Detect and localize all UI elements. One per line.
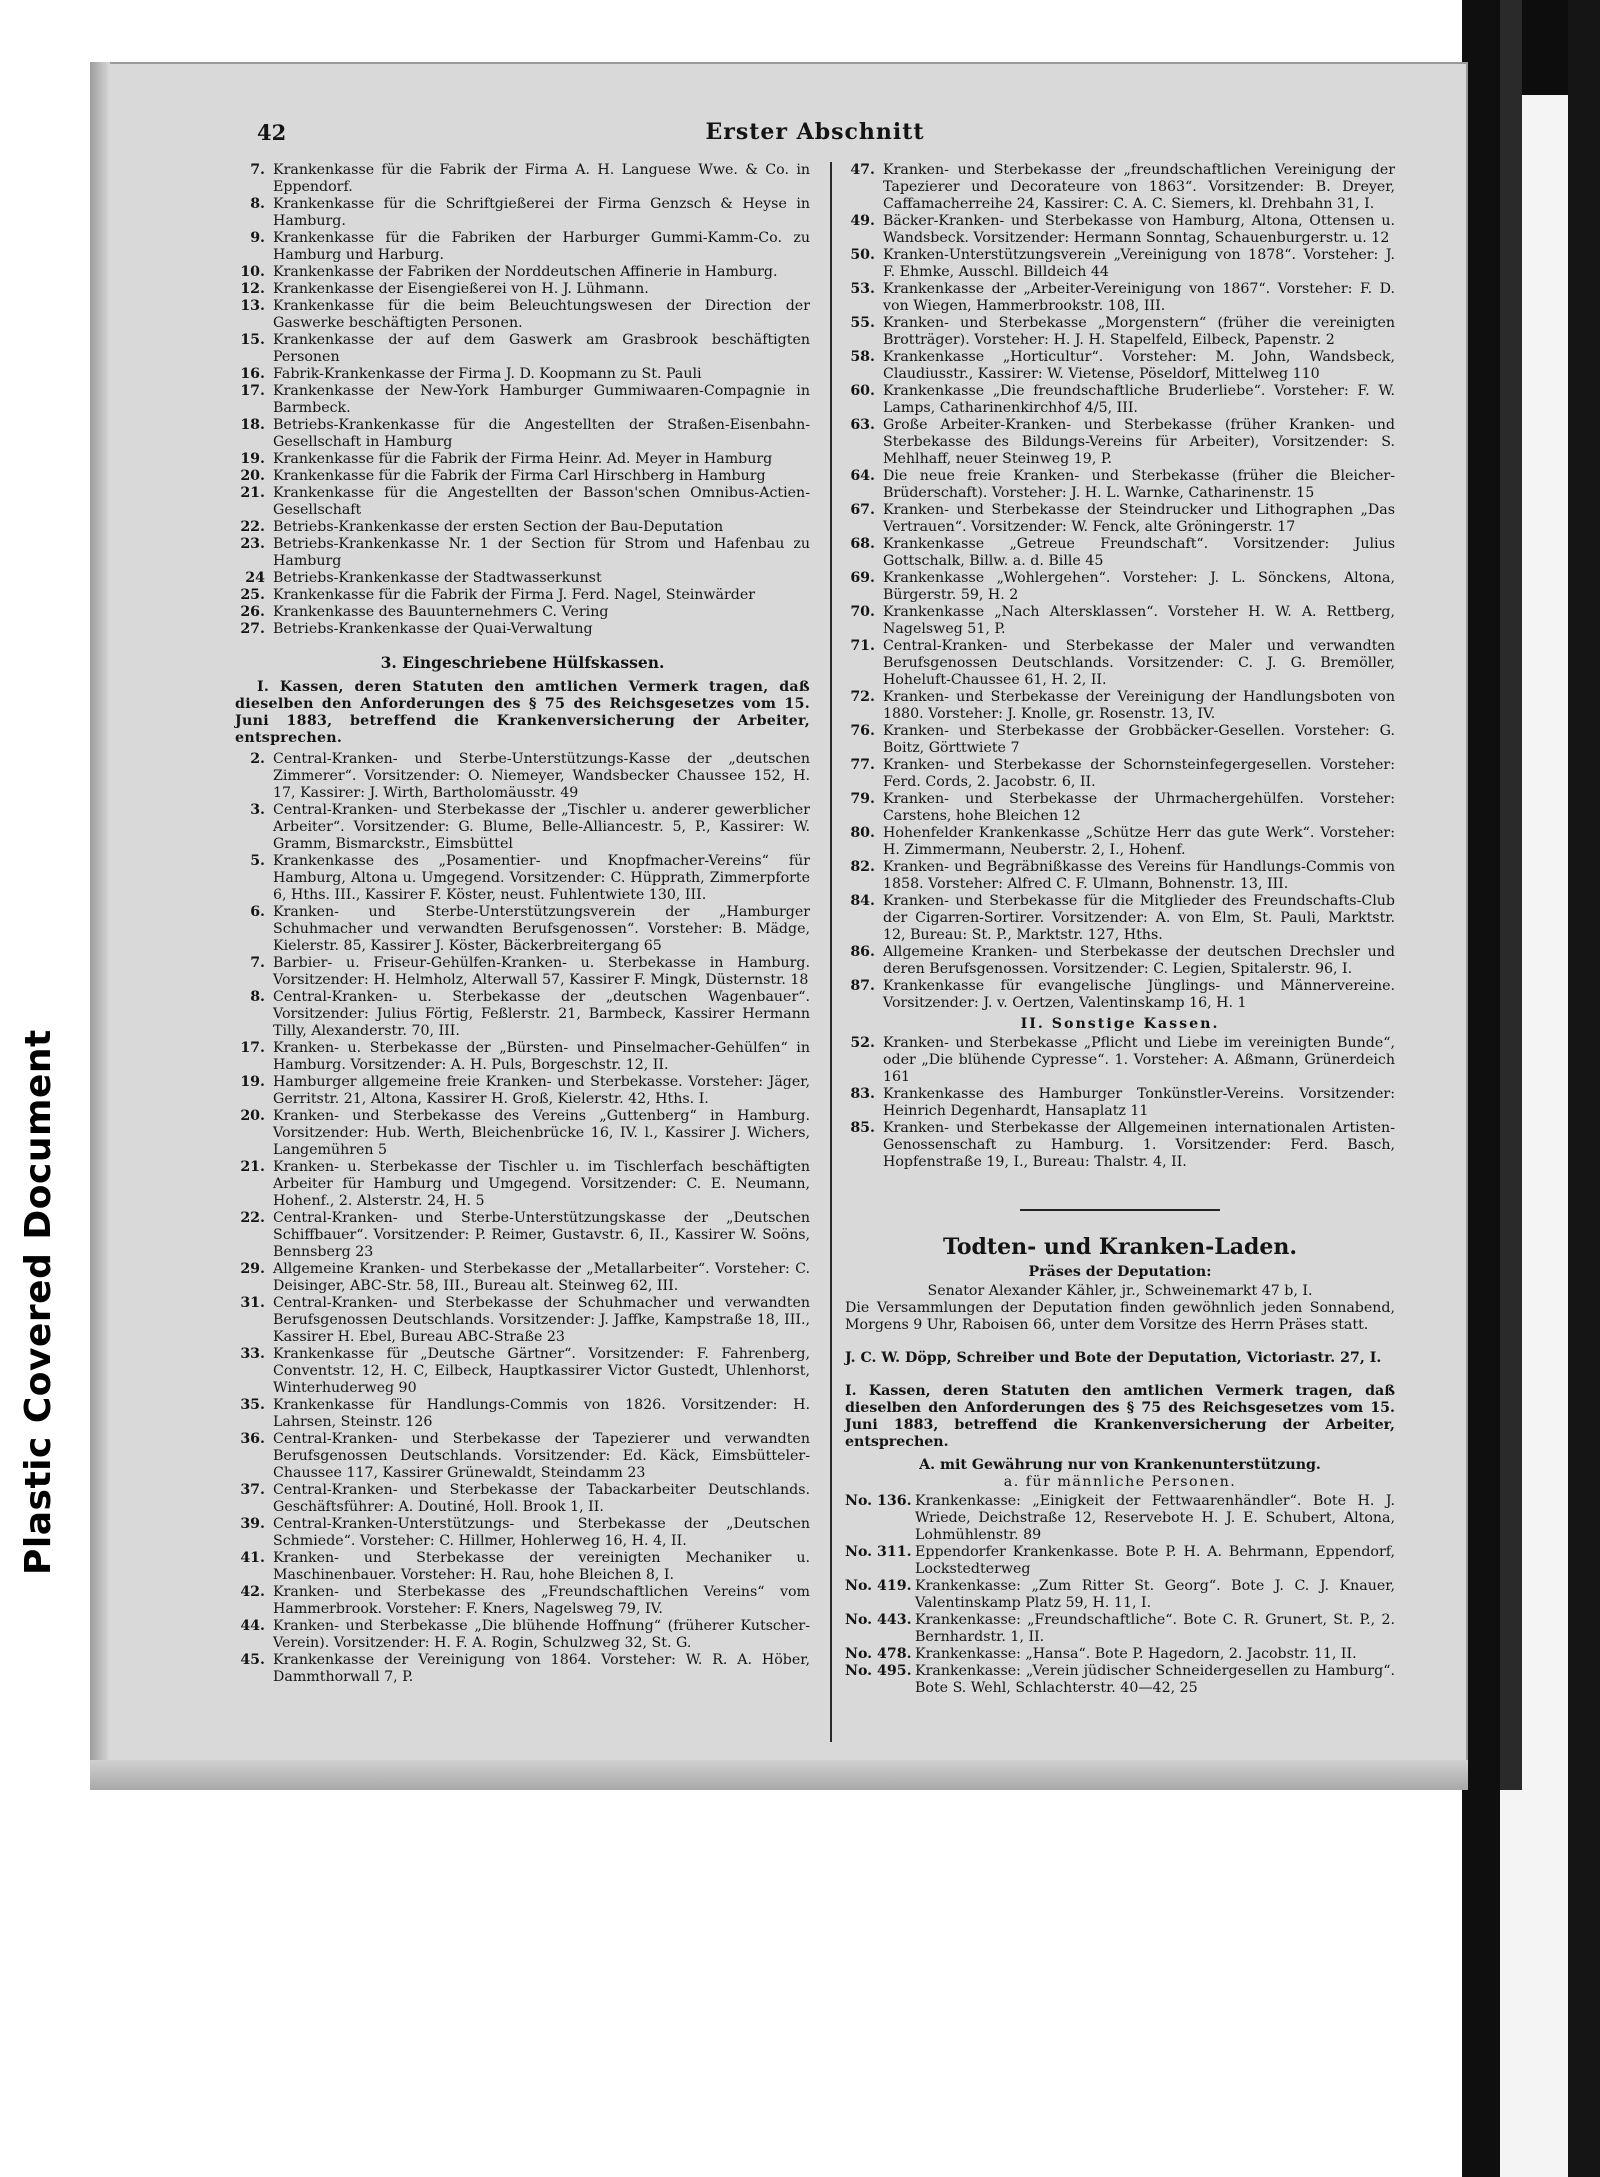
laden-intro: I. Kassen, deren Statuten den amtlichen Vermerk tragen, daß dieselben den Anforderungen des § 75 des Reichsgesetzes vom 15. Juni 1883, betreffend die Krankenversicherung der Arbeiter, entsprechen. [845,1383,1395,1450]
list-item [845,383,1395,417]
entry-text: Eppendorfer Krankenkasse. Bote P. H. A. Behrmann, Eppendorf, Lockstedterweg [915,1544,1395,1577]
list-item [845,1120,1395,1171]
list-item [845,1663,1395,1697]
entry-number: 7. [250,955,265,971]
entry-text: Allgemeine Kranken- und Sterbekasse der „Metallarbeiter“. Vorsteher: C. Deisinger, ABC-Str. 58, III., Bureau alt. Steinweg 62, III. [273,1261,810,1294]
entry-number: 64. [850,468,875,484]
entry-text: Kranken- und Sterbekasse „Pflicht und Liebe im vereinigten Bunde“, oder „Die blühende Cypresse“. 1. Vorsteher: A. Aßmann, Grünerdeich 161 [883,1035,1395,1085]
list-item [235,955,810,989]
list-item [845,978,1395,1012]
entry-text: Krankenkasse: „Hansa“. Bote P. Hagedorn, 2. Jacobstr. 11, II. [915,1646,1357,1662]
entry-number: 41. [240,1550,265,1566]
entry-text: Krankenkasse für die Fabrik der Firma Heinr. Ad. Meyer in Hamburg [273,451,773,467]
list-item [235,1261,810,1295]
entry-text: Krankenkasse für die Fabrik der Firma J. Ferd. Nagel, Steinwärder [273,587,756,603]
entry-number: 26. [240,604,265,620]
list-item [845,1646,1395,1663]
list-item [845,162,1395,213]
entry-number: 19. [240,1074,265,1090]
praeses-label: Präses der Deputation: [1028,1264,1212,1280]
praeses-name: Senator Alexander Kähler, jr., Schweinemarkt 47 b, I. [927,1283,1313,1299]
entry-number: 24 [245,570,265,586]
list-item [235,417,810,451]
entry-number: 55. [850,315,875,331]
entry-text: Krankenkasse der Vereinigung von 1864. Vorsteher: W. R. A. Höber, Dammthorwall 7, P. [273,1652,810,1685]
entry-number: 21. [240,1159,265,1175]
entry-number: 12. [240,281,265,297]
entry-number: 70. [850,604,875,620]
entry-number: No. 419. [845,1578,912,1594]
plastic-covered-label: Plastic Covered Document [18,1029,59,1575]
entry-text: Krankenkasse: „Verein jüdischer Schneidergesellen zu Hamburg“. Bote S. Wehl, Schlachterstr. 40—42, 25 [915,1663,1395,1696]
entry-number: 52. [850,1035,875,1051]
page-number: 42 [257,120,287,145]
entry-text: Central-Kranken-Unterstützungs- und Sterbekasse der „Deutschen Schmiede“. Vorsteher: C. Hillmer, Hohlerweg 16, H. 4, II. [273,1516,810,1549]
entry-number: 22. [240,1210,265,1226]
entry-number: 47. [850,162,875,178]
entry-number: 79. [850,791,875,807]
entry-text: Die neue freie Kranken- und Sterbekasse (früher die Bleicher-Brüderschaft). Vorsteher: J. H. L. Warnke, Catharinenstr. 15 [883,468,1395,501]
entry-number: 39. [240,1516,265,1532]
section-intro: I. Kassen, deren Statuten den amtlichen Vermerk tragen, daß dieselben den Anforderungen des § 75 des Reichsgesetzes vom 15. Juni 1883, betreffend die Krankenversicherung der Arbeiter, entsprechen. [235,679,810,746]
list-item [845,1612,1395,1646]
entry-number: 8. [250,196,265,212]
list-item [235,264,810,281]
left-column [235,162,810,1686]
entry-number: No. 478. [845,1646,912,1662]
entry-number: 17. [240,383,265,399]
list-item [845,1086,1395,1120]
entry-text: Central-Kranken- und Sterbekasse der Schuhmacher und verwandten Berufsgenossen Deutschlands. Vorsitzender: J. Jaffke, Kampstraße 18, III., Kassirer H. Ebel, Bureau ABC-Straße 23 [273,1295,810,1345]
entry-text: Krankenkasse des Hamburger Tonkünstler-Vereins. Vorsitzender: Heinrich Degenhardt, Hansaplatz 11 [883,1086,1395,1119]
entry-number: No. 136. [845,1493,912,1509]
entry-number: 53. [850,281,875,297]
list-item [845,791,1395,825]
entry-text: Kranken- und Sterbekasse des „Freundschaftlichen Vereins“ vom Hammerbrook. Vorsteher: F. Kners, Nagelsweg 79, IV. [273,1584,810,1617]
entry-number: 19. [240,451,265,467]
entry-text: Krankenkasse des „Posamentier- und Knopfmacher-Vereins“ für Hamburg, Altona u. Umgegend. Vorsitzender: C. Hüpprath, Zimmerpforte 6, Hths. III., Kassirer F. Köster, neust. Fuhlentwiete 130, III. [273,853,810,903]
list-item [235,1074,810,1108]
entry-text: Krankenkasse „Horticultur“. Vorsteher: M. John, Wandsbeck, Claudiusstr., Kassirer: W. Vietense, Pöseldorf, Mittelweg 110 [883,349,1395,382]
entry-number: 20. [240,1108,265,1124]
page-content [235,119,1395,1724]
entry-text: Krankenkasse „Getreue Freundschaft“. Vorsitzender: Julius Gottschalk, Billw. a. d. Bille 45 [883,536,1395,569]
list-item [845,1544,1395,1578]
entry-text: Barbier- u. Friseur-Gehülfen-Kranken- u. Sterbekasse in Hamburg. Vorsitzender: H. Helmholz, Alterwall 57, Kassirer F. Mingk, Düsternstr. 18 [273,955,810,988]
entry-text: Central-Kranken- und Sterbekasse der „Tischler u. anderer gewerblicher Arbeiter“. Vorsitzender: G. Blume, Belle-Alliancestr. 5, P., Kassirer: W. Gramm, Bismarckstr., Eimsbüttel [273,802,810,852]
clerk-line: J. C. W. Döpp, Schreiber und Bote der Deputation, Victoriastr. 27, I. [845,1350,1382,1366]
left-entries-top [235,162,810,638]
scanner-edge-b [1500,0,1522,1790]
entry-text: Kranken- und Sterbekasse der „freundschaftlichen Vereinigung der Tapezierer und Decorateure von 1863“. Vorsitzender: B. Dreyer, Caffamacherreihe 24, Kassirer: C. A. C. Siemers, kl. Drehbahn 31, I. [883,162,1395,212]
list-item [235,1346,810,1397]
entry-number: 20. [240,468,265,484]
entry-number: 21. [240,485,265,501]
list-item [235,1550,810,1584]
list-item [235,621,810,638]
right-entries [845,162,1395,1012]
list-item [235,1652,810,1686]
entry-text: Krankenkasse des Bauunternehmers C. Vering [273,604,609,620]
list-item [235,904,810,955]
list-item [235,1295,810,1346]
list-item [235,332,810,366]
entry-text: Kranken- und Sterbe-Unterstützungsverein der „Hamburger Schuhmacher und verwandten Berufsgenossen“. Vorsteher: B. Mädge, Kielerstr. 85, Kassirer J. Köster, Bäckerbreitergang 65 [273,904,810,954]
list-item [235,1108,810,1159]
entry-number: 72. [850,689,875,705]
entry-number: 58. [850,349,875,365]
entry-text: Kranken- und Sterbekasse der vereinigten Mechaniker u. Maschinenbauer. Vorsteher: H. Rau, hohe Bleichen 8, I. [273,1550,810,1583]
entry-text: Central-Kranken- u. Sterbekasse der „deutschen Wagenbauer“. Vorsitzender: Julius Förtig, Feßlerstr. 21, Barmbeck, Kassirer Hermann Tilly, Alexanderstr. 70, III. [273,989,810,1039]
entry-text: Krankenkasse „Nach Altersklassen“. Vorsteher H. W. A. Rettberg, Nagelsweg 51, P. [883,604,1395,637]
entry-number: 16. [240,366,265,382]
entry-number: 23. [240,536,265,552]
list-item [235,383,810,417]
page-gutter-shadow [90,62,110,1787]
running-head: Erster Abschnitt [705,119,925,145]
entry-text: Kranken- und Sterbekasse „Die blühende Hoffnung“ (früherer Kutscher-Verein). Vorsitzender: H. F. A. Rogin, Schulzweg 32, St. G. [273,1618,810,1651]
list-item [235,570,810,587]
list-item [235,1040,810,1074]
entry-number: 27. [240,621,265,637]
entry-number: 37. [240,1482,265,1498]
list-item [845,893,1395,944]
entry-number: 82. [850,859,875,875]
entry-number: 49. [850,213,875,229]
entry-text: Krankenkasse für „Deutsche Gärtner“. Vorsitzender: F. Fahrenberg, Conventstr. 12, H. C, Eilbeck, Hauptkassirer Victor Gustedt, Uhlenhorst, Winterhuderweg 90 [273,1346,810,1396]
list-item [845,604,1395,638]
list-item [235,230,810,264]
entry-number: 8. [250,989,265,1005]
entry-text: Krankenkasse der Fabriken der Norddeutschen Affinerie in Hamburg. [273,264,778,280]
list-item [845,502,1395,536]
list-item [845,536,1395,570]
entry-number: 68. [850,536,875,552]
list-item [235,604,810,621]
entry-text: Krankenkasse „Die freundschaftliche Bruderliebe“. Vorsteher: F. W. Lamps, Catharinenkirchhof 4/5, III. [883,383,1395,416]
entry-text: Betriebs-Krankenkasse Nr. 1 der Section für Strom und Hafenbau zu Hamburg [273,536,810,569]
entry-text: Krankenkasse der New-York Hamburger Gummiwaaren-Compagnie in Barmbeck. [273,383,810,416]
entry-number: 29. [240,1261,265,1277]
list-item [845,315,1395,349]
list-item [845,825,1395,859]
list-item [845,757,1395,791]
list-item [235,1431,810,1482]
list-item [235,298,810,332]
entry-text: Kranken- und Sterbekasse der Uhrmachergehülfen. Vorsteher: Carstens, hohe Bleichen 12 [883,791,1395,824]
column-divider [830,162,832,1742]
entry-text: Krankenkasse: „Freundschaftliche“. Bote C. R. Grunert, St. P., 2. Bernhardstr. 1, II. [915,1612,1395,1645]
entry-text: Hohenfelder Krankenkasse „Schütze Herr das gute Werk“. Vorsteher: H. Zimmermann, Neuberstr. 2, I., Hohenf. [883,825,1395,858]
entry-number: 63. [850,417,875,433]
list-item [845,859,1395,893]
list-item [235,536,810,570]
entry-text: Central-Kranken- und Sterbe-Unterstützungs-Kasse der „deutschen Zimmerer“. Vorsitzender: O. Niemeyer, Wandsbecker Chaussee 152, H. 17, Kassirer: J. Wirth, Bartholomäusstr. 49 [273,751,810,801]
entry-number: 13. [240,298,265,314]
entry-number: 31. [240,1295,265,1311]
entry-number: No. 311. [845,1544,912,1560]
left-entries-bottom [235,751,810,1686]
entry-text: Betriebs-Krankenkasse der Stadtwasserkunst [273,570,602,586]
entry-number: 67. [850,502,875,518]
entry-text: Central-Kranken- und Sterbe-Unterstützungskasse der „Deutschen Schiffbauer“. Vorsitzender: P. Reimer, Gustavstr. 6, II., Kassirer W. Soöns, Bennsberg 23 [273,1210,810,1260]
entry-number: 15. [240,332,265,348]
entry-text: Krankenkasse: „Zum Ritter St. Georg“. Bote J. C. J. Knauer, Valentinskamp Platz 59, H. 11, I. [915,1578,1395,1611]
entry-text: Kranken- und Sterbekasse der Schornsteinfegergesellen. Vorsteher: Ferd. Cords, 2. Jacobstr. 6, II. [883,757,1395,790]
entry-number: 7. [250,162,265,178]
entry-number: 69. [850,570,875,586]
sonstige-entries [845,1035,1395,1171]
list-item [845,570,1395,604]
entry-number: 10. [240,264,265,280]
entry-number: 18. [240,417,265,433]
list-item [235,1618,810,1652]
page-bottom-shadow [90,1760,1468,1790]
list-item [235,281,810,298]
entry-text: Kranken- und Sterbekasse der Steindrucker und Lithographen „Das Vertrauen“. Vorsitzender: W. Fenck, alte Gröningerstr. 17 [883,502,1395,535]
entry-number: 80. [850,825,875,841]
entry-text: Kranken-Unterstützungsverein „Vereinigung von 1878“. Vorsteher: J. F. Ehmke, Ausschl. Billdeich 44 [883,247,1395,280]
section-rule [1020,1209,1220,1211]
heading-a: A. mit Gewährung nur von Krankenunterstützung. [919,1457,1321,1473]
entry-number: 33. [240,1346,265,1362]
entry-text: Central-Kranken- und Sterbekasse der Maler und verwandten Berufsgenossen Deutschlands. Vorsitzender: C. J. G. Bremöller, Hoheluft-Chaussee 61, H. 2, II. [883,638,1395,688]
entry-number: 83. [850,1086,875,1102]
meeting-note: Die Versammlungen der Deputation finden gewöhnlich jeden Sonnabend, Morgens 9 Uhr, Raboisen 66, unter dem Vorsitze des Herrn Präses statt. [845,1300,1395,1333]
list-item [845,213,1395,247]
entry-text: Kranken- u. Sterbekasse der Tischler u. im Tischlerfach beschäftigten Arbeiter für Hamburg und Umgegend. Vorsitzender: C. E. Neumann, Hohenf., 2. Alsterstr. 24, H. 5 [273,1159,810,1209]
entry-text: Central-Kranken- und Sterbekasse der Tabackarbeiter Deutschlands. Geschäftsführer: A. Doutiné, Holl. Brook 1, II. [273,1482,810,1515]
entry-number: No. 495. [845,1663,912,1679]
entry-number: 85. [850,1120,875,1136]
right-column [845,162,1395,1697]
list-item [235,853,810,904]
entry-number: 50. [850,247,875,263]
entry-text: Kranken- und Sterbekasse „Morgenstern“ (früher die vereinigten Brotträger). Vorsteher: H. J. H. Stapelfeld, Eilbeck, Papenstr. 2 [883,315,1395,348]
list-item [235,1482,810,1516]
entry-number: 42. [240,1584,265,1600]
entry-text: Kranken- und Sterbekasse der Vereinigung der Handlungsboten von 1880. Vorsteher: J. Knolle, gr. Rosenstr. 13, IV. [883,689,1395,722]
entry-number: 71. [850,638,875,654]
list-item [845,247,1395,281]
entry-number: 76. [850,723,875,739]
list-item [235,468,810,485]
entry-text: Central-Kranken- und Sterbekasse der Tapezierer und verwandten Berufsgenossen Deutschlands. Vorsitzender: Ed. Käck, Eimsbütteler-Chaussee 117, Kassirer Grünewaldt, Steindamm 23 [273,1431,810,1481]
list-item [235,1516,810,1550]
entry-text: Betriebs-Krankenkasse der ersten Section der Bau-Deputation [273,519,724,535]
entry-text: Krankenkasse für evangelische Jünglings- und Männervereine. Vorsitzender: J. v. Oertzen, Valentinskamp 16, H. 1 [883,978,1395,1011]
entry-number: 25. [240,587,265,603]
list-item [845,1578,1395,1612]
list-item [235,1159,810,1210]
entry-number: 35. [240,1397,265,1413]
list-item [235,751,810,802]
entry-text: Kranken- und Sterbekasse für die Mitglieder des Freundschafts-Club der Cigarren-Sortirer. Vorsitzender: A. von Elm, St. Pauli, Marktstr. 12, Bureau: St. P., Marktstr. 127, Hths. [883,893,1395,943]
numbered-kassen [845,1493,1395,1697]
entry-text: Große Arbeiter-Kranken- und Sterbekasse (früher Kranken- und Sterbekasse des Bildungs-Vereins für Arbeiter), Vorsitzender: S. Mehlhaff, neuer Steinweg 19, P. [883,417,1395,467]
list-item [235,802,810,853]
list-item [235,1584,810,1618]
laden-heading: Todten- und Kranken-Laden. [943,1234,1297,1260]
list-item [845,468,1395,502]
entry-text: Allgemeine Kranken- und Sterbekasse der deutschen Drechsler und deren Berufsgenossen. Vorsitzender: C. Legien, Spitalerstr. 96, I. [883,944,1395,977]
heading-a-sub: a. für männliche Personen. [1003,1474,1237,1490]
entry-text: Kranken- u. Sterbekasse der „Bürsten- und Pinselmacher-Gehülfen“ in Hamburg. Vorsitzender: A. H. Puls, Borgeschstr. 12, II. [273,1040,810,1073]
list-item [845,349,1395,383]
entry-text: Betriebs-Krankenkasse der Quai-Verwaltung [273,621,593,637]
entry-number: 5. [250,853,265,869]
entry-text: Betriebs-Krankenkasse für die Angestellten der Straßen-Eisenbahn-Gesellschaft in Hamburg [273,417,810,450]
list-item [235,587,810,604]
scanner-edge-c [1568,0,1600,2177]
entry-text: Kranken- und Sterbekasse der Grobbäcker-Gesellen. Vorsteher: G. Boitz, Görttwiete 7 [883,723,1395,756]
entry-number: 44. [240,1618,265,1634]
entry-number: 9. [250,230,265,246]
entry-text: Fabrik-Krankenkasse der Firma J. D. Koopmann zu St. Pauli [273,366,702,382]
entry-text: Bäcker-Kranken- und Sterbekasse von Hamburg, Altona, Ottensen u. Wandsbeck. Vorsitzender: Hermann Sonntag, Schauenburgerstr. u. 12 [883,213,1395,246]
sonstige-heading: II. Sonstige Kassen. [1020,1016,1220,1032]
entry-number: 77. [850,757,875,773]
list-item [845,1035,1395,1086]
entry-number: 86. [850,944,875,960]
entry-text: Krankenkasse der „Arbeiter-Vereinigung von 1867“. Vorsteher: F. D. von Wiegen, Hammerbrookstr. 108, III. [883,281,1395,314]
list-item [845,689,1395,723]
list-item [235,366,810,383]
entry-text: Krankenkasse für die Fabrik der Firma Carl Hirschberg in Hamburg [273,468,766,484]
entry-number: 22. [240,519,265,535]
entry-text: Krankenkasse „Wohlergehen“. Vorsteher: J. L. Sönckens, Altona, Bürgerstr. 59, H. 2 [883,570,1395,603]
list-item [235,162,810,196]
list-item [235,989,810,1040]
entry-text: Krankenkasse der auf dem Gaswerk am Grasbrook beschäftigten Personen [273,332,810,365]
entry-text: Hamburger allgemeine freie Kranken- und Sterbekasse. Vorsteher: Jäger, Gerritstr. 21, Altona, Kassirer H. Groß, Kielerstr. 42, Hths. I. [273,1074,810,1107]
page-header [235,119,1395,160]
entry-text: Krankenkasse: „Einigkeit der Fettwaarenhändler“. Bote H. J. Wriede, Deichstraße 12, Reservebote H. J. E. Schubert, Altona, Lohmühlenstr. 89 [915,1493,1395,1543]
entry-number: 45. [240,1652,265,1668]
entry-text: Krankenkasse für die Fabrik der Firma A. H. Languese Wwe. & Co. in Eppendorf. [273,162,810,195]
entry-number: 60. [850,383,875,399]
list-item [235,1210,810,1261]
list-item [845,417,1395,468]
list-item [235,519,810,536]
entry-text: Krankenkasse für die beim Beleuchtungswesen der Direction der Gaswerke beschäftigten Personen. [273,298,810,331]
entry-number: 84. [850,893,875,909]
entry-number: 3. [250,802,265,818]
list-item [845,723,1395,757]
entry-text: Krankenkasse für die Angestellten der Basson'schen Omnibus-Actien-Gesellschaft [273,485,810,518]
list-item [235,196,810,230]
entry-number: 2. [250,751,265,767]
section-heading: 3. Eingeschriebene Hülfskassen. [380,653,665,672]
entry-text: Krankenkasse für die Fabriken der Harburger Gummi-Kamm-Co. zu Hamburg und Harburg. [273,230,810,263]
entry-number: 87. [850,978,875,994]
entry-number: 36. [240,1431,265,1447]
list-item [235,1397,810,1431]
entry-text: Kranken- und Sterbekasse der Allgemeinen internationalen Artisten-Genossenschaft zu Hamburg. 1. Vorsitzender: Ferd. Basch, Hopfenstraße 19, I., Bureau: Thalstr. 4, II. [883,1120,1395,1170]
list-item [235,485,810,519]
list-item [845,944,1395,978]
entry-number: 17. [240,1040,265,1056]
list-item [235,451,810,468]
entry-text: Krankenkasse für die Schriftgießerei der Firma Genzsch & Heyse in Hamburg. [273,196,810,229]
entry-number: 6. [250,904,265,920]
entry-text: Krankenkasse für Handlungs-Commis von 1826. Vorsitzender: H. Lahrsen, Steinstr. 126 [273,1397,810,1430]
entry-text: Kranken- und Sterbekasse des Vereins „Guttenberg“ in Hamburg. Vorsitzender: Hub. Werth, Bleichenbrücke 16, IV. l., Kassirer J. Wichers, Langemühren 5 [273,1108,810,1158]
list-item [845,638,1395,689]
entry-number: No. 443. [845,1612,912,1628]
list-item [845,281,1395,315]
list-item [845,1493,1395,1544]
entry-text: Kranken- und Begräbnißkasse des Vereins für Handlungs-Commis von 1858. Vorsteher: Alfred C. F. Ulmann, Bohnenstr. 13, III. [883,859,1395,892]
entry-text: Krankenkasse der Eisengießerei von H. J. Lühmann. [273,281,649,297]
